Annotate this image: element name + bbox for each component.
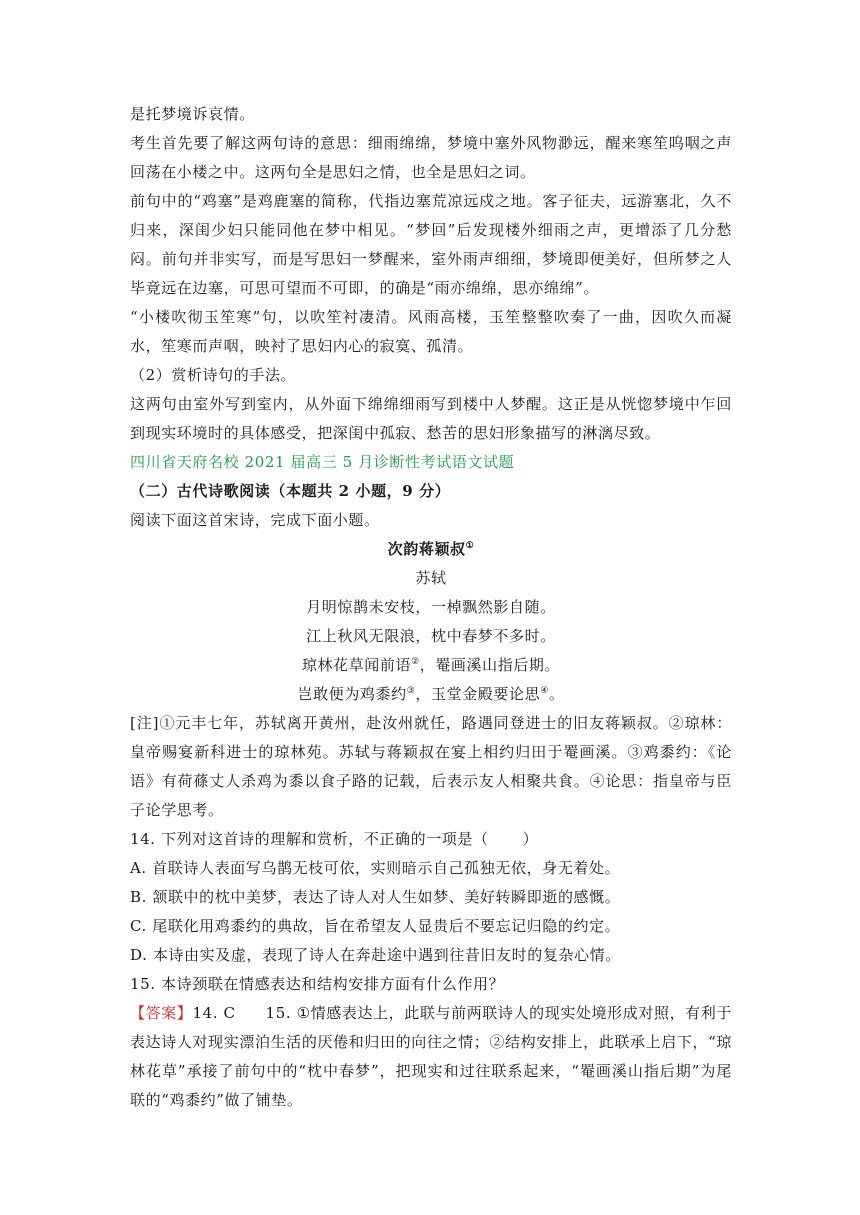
poem-title (130, 535, 732, 564)
intro-paragraph-2: 考生首先要了解这两句诗的意思：细雨绵绵，梦境中塞外风物渺远，醒来寒笙呜咽之声回荡在小楼之中。这两句全是思妇之情，也全是思妇之词。 (130, 134, 732, 181)
poem-line-3 (130, 651, 732, 680)
source-line: 四川省天府名校 2021 届高三 5 月诊断性考试语文试题 (130, 453, 515, 471)
poem-line-3-part-b: ，罨画溪山指后期。 (419, 656, 561, 674)
intro-paragraph-3: 前句中的“鸡塞”是鸡鹿塞的简称，代指边塞荒凉远戍之地。客子征夫，远游塞北，久不归来，深闺少妇只能同他在梦中相见。“梦回”后发现楼外细雨之声，更增添了几分愁闷。前句并非实写，而是写思妇一梦醒来，室外雨声细细，梦境即便美好，但所梦之人毕竟远在边塞，可思可望而不可即，的确是“雨亦绵绵，思亦绵绵”。 (130, 192, 732, 297)
question-14 (130, 825, 732, 854)
poem-line-4-part-a: 岂敢便为鸡黍约 (297, 685, 407, 703)
section-heading: （二）古代诗歌阅读（本题共 2 小题，9 分） (130, 482, 451, 500)
poem-author: 苏轼 (415, 569, 447, 587)
poem-line-4-part-c: 。 (548, 685, 565, 703)
option-d: D. 本诗由实及虚，表现了诗人在奔赴途中遇到往昔旧友时的复杂心情。 (130, 946, 621, 964)
poem-line-4-note-1: ③ (406, 686, 416, 696)
intro-paragraph-1: 是托梦境诉哀情。 (130, 105, 255, 123)
intro-paragraph-6: 这两句由室外写到室内，从外面下绵绵细雨写到楼中人梦醒。这正是从恍惚梦境中乍回到现实环境时的具体感受，把深闺中孤寂、愁苦的思妇形象描写的淋漓尽致。 (130, 395, 732, 442)
poem-line-4-note-2: ④ (540, 686, 549, 696)
intro-paragraph-5: （2）赏析诗句的手法。 (130, 366, 297, 384)
option-a: A. 首联诗人表面写乌鹊无枝可依，实则暗示自己孤独无依，身无着处。 (130, 859, 621, 877)
option-b: B. 颔联中的枕中美梦，表达了诗人对人生如梦、美好转瞬即逝的感慨。 (130, 888, 621, 906)
poem-title-note: ① (465, 541, 475, 551)
poem-line-3-note: ② (411, 657, 420, 667)
answer-tag: 【答案】 (130, 1004, 193, 1022)
poem-line-1: 月明惊鹊未安枝，一棹飘然影自随。 (306, 598, 556, 616)
poem-line-4 (130, 680, 732, 709)
poem-title-text: 次韵蒋颖叔 (387, 540, 466, 558)
answer-block (130, 999, 732, 1115)
document-page (130, 100, 732, 1115)
option-c: C. 尾联化用鸡黍约的典故，旨在希望友人显贵后不要忘记归隐的约定。 (130, 917, 621, 935)
answer-14: 14. C (192, 1004, 236, 1022)
instruction-line: 阅读下面这首宋诗，完成下面小题。 (130, 511, 380, 529)
intro-paragraph-4: “小楼吹彻玉笙寒”句，以吹笙衬凄清。风雨高楼，玉笙整整吹奏了一曲，因吹久而凝水，笙寒而声咽，映衬了思妇内心的寂寞、孤清。 (130, 308, 732, 355)
question-14-close: ） (522, 830, 539, 848)
poem-line-3-part-a: 琼林花草闻前语 (301, 656, 412, 674)
poem-notes: [注]①元丰七年，苏轼离开黄州，赴汝州就任，路遇同登进士的旧友蒋颖叔。②琼林：皇帝赐宴新科进士的琼林苑。苏轼与蒋颖叔在宴上相约归田于罨画溪。③鸡黍约：《论语》有荷蓧丈人杀鸡为黍以食子路的记载，后表示友人相聚共食。④论思：指皇帝与臣子论学思考。 (130, 714, 732, 819)
answer-15: 15. ①情感表达上，此联与前两联诗人的现实处境形成对照，有利于表达诗人对现实漂泊生活的厌倦和归田的向往之情；②结构安排上，此联承上启下，“琼林花草”承接了前句中的“枕中春梦”，把现实和过往联系起来，“罨画溪山指后期”为尾联的“鸡黍约”做了铺垫。 (130, 1004, 732, 1109)
question-14-text: 14. 下列对这首诗的理解和赏析，不正确的一项是（ (130, 830, 489, 848)
poem-line-2: 江上秋风无限浪，枕中春梦不多时。 (306, 627, 556, 645)
poem-line-4-part-b: ，玉堂金殿要论思 (415, 685, 541, 703)
question-15: 15. 本诗颈联在情感表达和结构安排方面有什么作用？ (130, 975, 505, 993)
